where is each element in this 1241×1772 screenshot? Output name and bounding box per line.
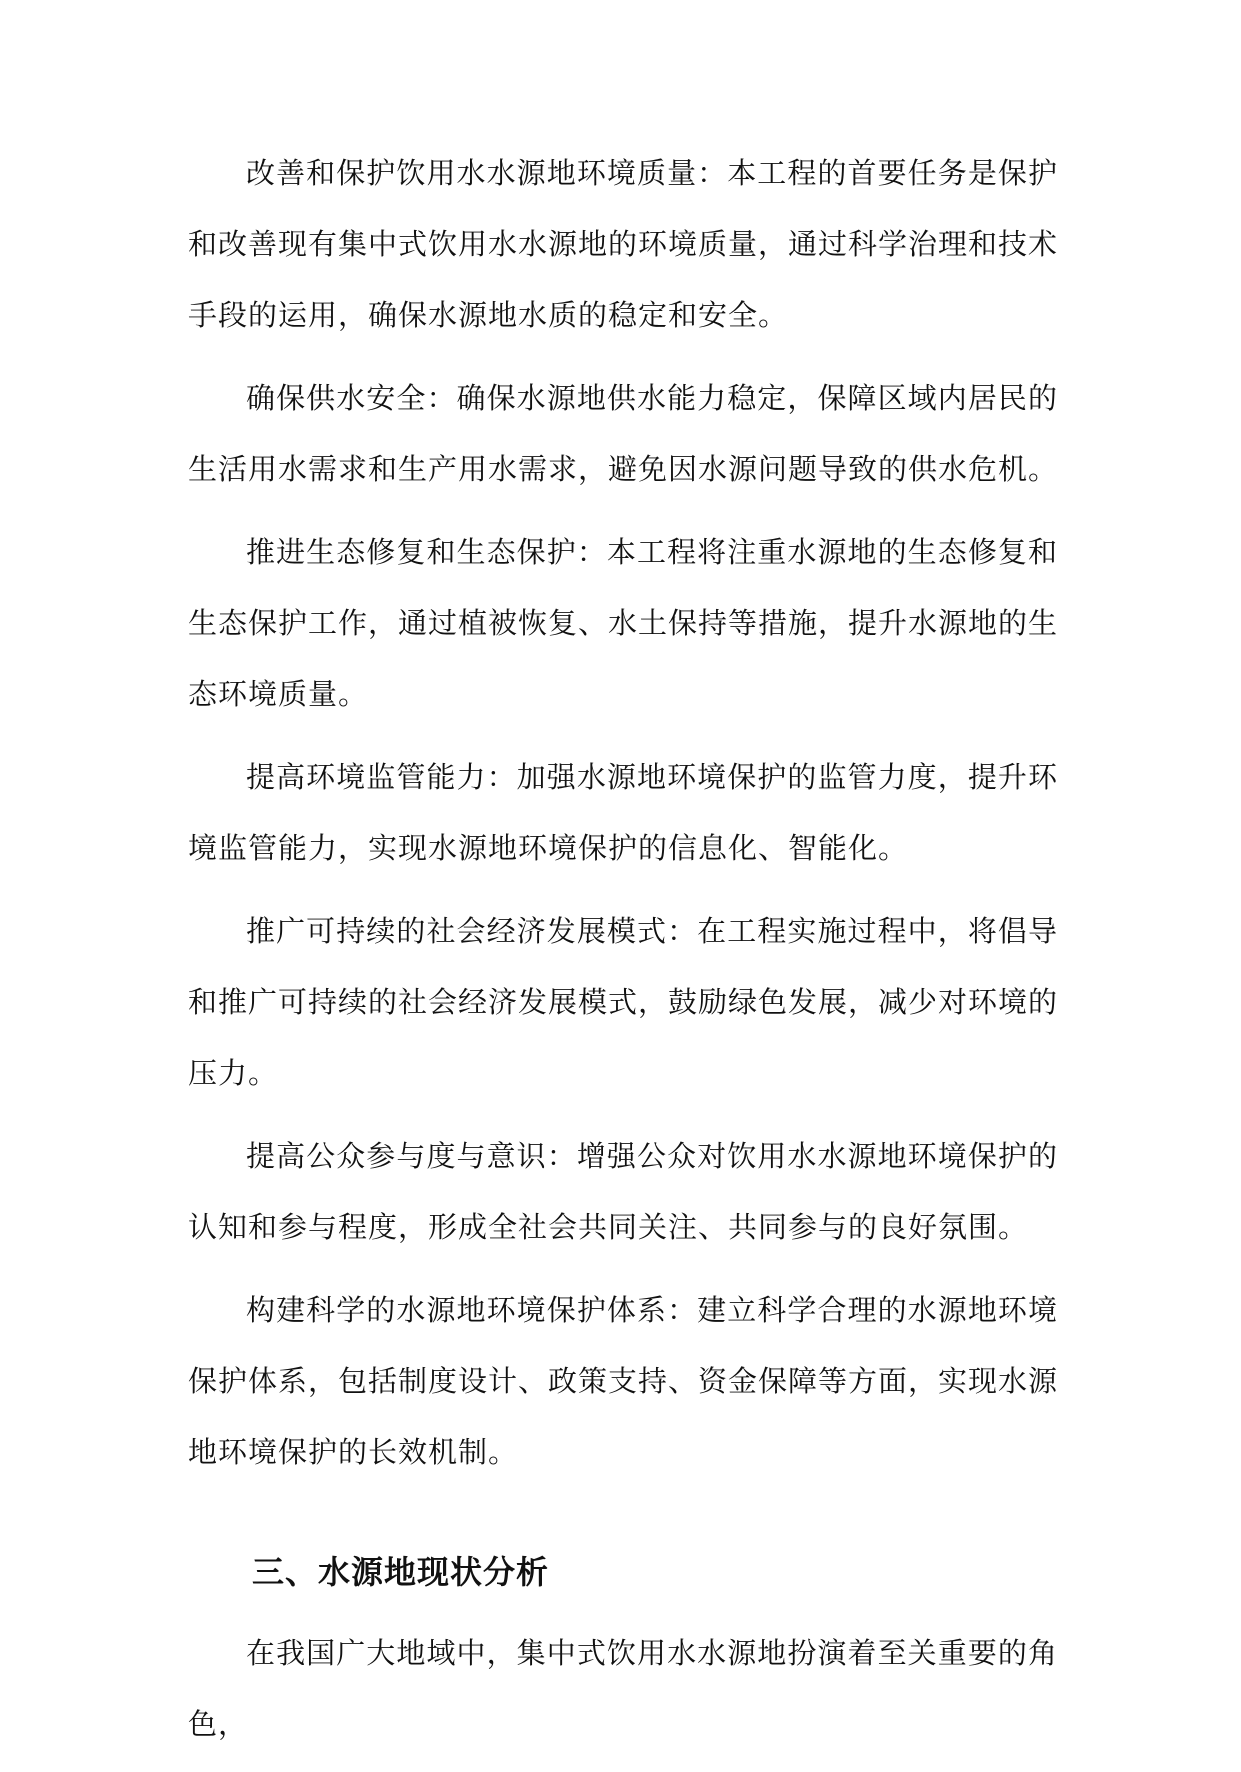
paragraph-sustainable-development: 推广可持续的社会经济发展模式：在工程实施过程中，将倡导和推广可持续的社会经济发展模式，鼓励绿色发展，减少对环境的压力。: [188, 914, 1059, 1090]
paragraph-protection-system: 构建科学的水源地环境保护体系：建立科学合理的水源地环境保护体系，包括制度设计、政策支持、资金保障等方面，实现水源地环境保护的长效机制。: [188, 1293, 1059, 1469]
section-paragraph: 在我国广大地域中，集中式饮用水水源地扮演着至关重要的角色，: [188, 1636, 1058, 1741]
paragraph-public-participation: 提高公众参与度与意识：增强公众对饮用水水源地环境保护的认知和参与程度，形成全社会共同关注、共同参与的良好氛围。: [188, 1139, 1058, 1244]
paragraph-water-quality: 改善和保护饮用水水源地环境质量：本工程的首要任务是保护和改善现有集中式饮用水水源地的环境质量，通过科学治理和技术手段的运用，确保水源地水质的稳定和安全。: [188, 156, 1059, 332]
paragraph-supply-safety: 确保供水安全：确保水源地供水能力稳定，保障区域内居民的生活用水需求和生产用水需求，避免因水源问题导致的供水危机。: [188, 381, 1059, 486]
section-heading: 三、水源地现状分析: [252, 1553, 550, 1591]
paragraph-ecological-restoration: 推进生态修复和生态保护：本工程将注重水源地的生态修复和生态保护工作，通过植被恢复、水土保持等措施，提升水源地的生态环境质量。: [188, 535, 1059, 711]
paragraph-supervision-capacity: 提高环境监管能力：加强水源地环境保护的监管力度，提升环境监管能力，实现水源地环境保护的信息化、智能化。: [188, 760, 1058, 865]
document-body: [188, 138, 1058, 1772]
